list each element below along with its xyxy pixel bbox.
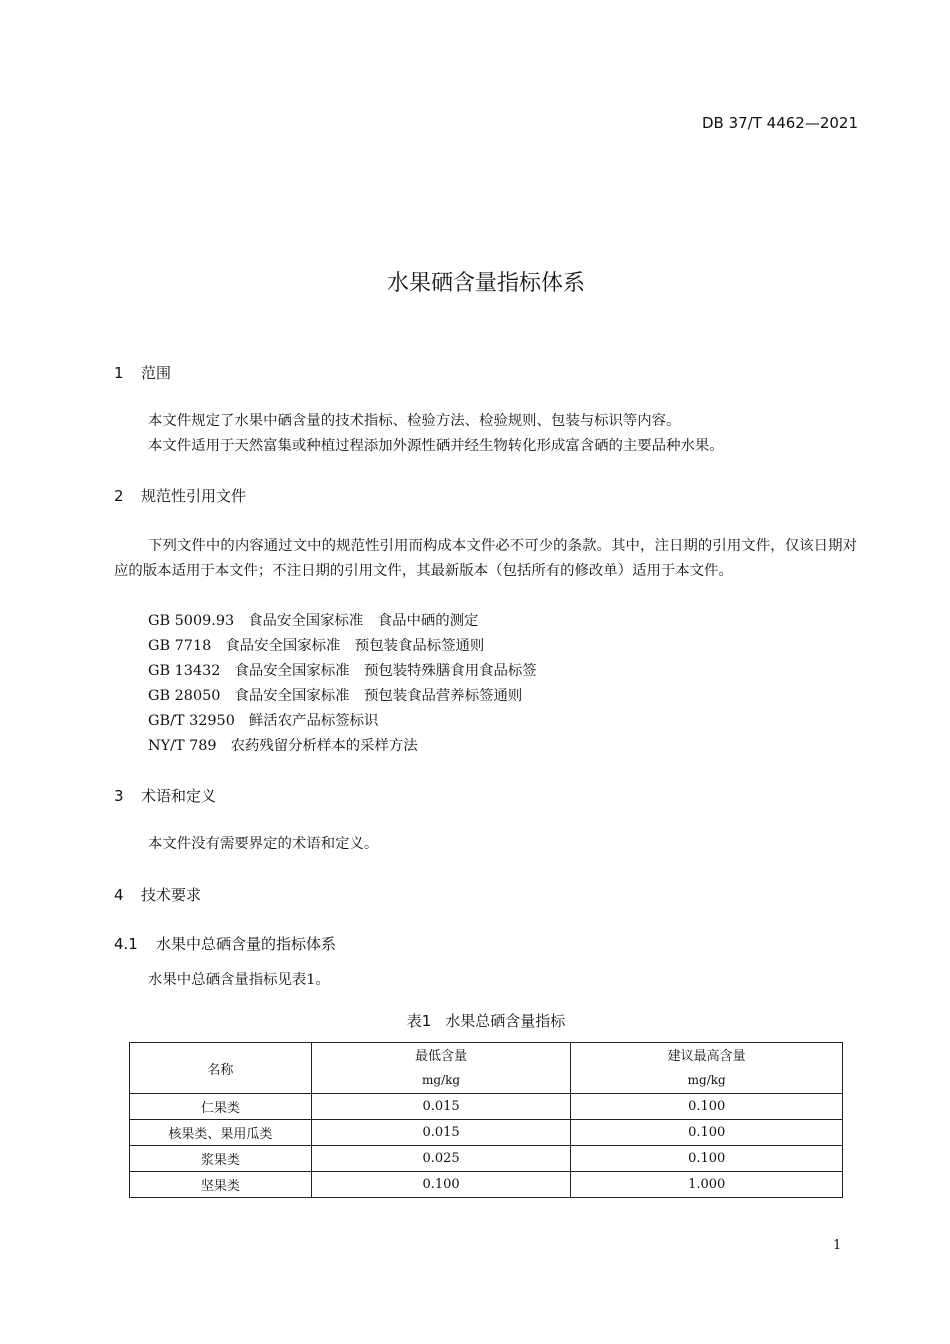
reference-name: 食品安全国家标准 预包装食品营养标签通则 (234, 688, 523, 704)
subsection-4-1-para: 水果中总硒含量指标见表1。 (148, 972, 330, 988)
header-name: 名称 (130, 1043, 312, 1094)
reference-code: GB 13432 (148, 663, 221, 679)
subsection-4-1-heading (114, 933, 336, 954)
cell-min-value: 0.100 (311, 1172, 571, 1198)
table-row (130, 1172, 843, 1198)
section-1-para-1: 本文件规定了水果中硒含量的技术指标、检验方法、检验规则、包装与标识等内容。 (148, 413, 681, 429)
page-number: 1 (833, 1238, 842, 1253)
reference-item (148, 734, 418, 755)
table-row (130, 1146, 843, 1172)
section-1-heading (114, 362, 171, 383)
section-title: 范围 (141, 364, 172, 382)
header-max-label: 建议最高含量 (667, 1049, 746, 1064)
section-3-heading (114, 785, 216, 806)
cell-fruit-category: 坚果类 (130, 1172, 312, 1198)
selenium-index-table (129, 1042, 843, 1198)
header-min-content (311, 1043, 571, 1094)
cell-max-value: 0.100 (571, 1120, 843, 1146)
table-caption-title: 水果总硒含量指标 (445, 1012, 566, 1030)
section-number: 4 (114, 886, 124, 904)
section-1-para-2: 本文件适用于天然富集或种植过程添加外源性硒并经生物转化形成富含硒的主要品种水果。 (148, 438, 724, 454)
table-row (130, 1094, 843, 1120)
reference-name: 食品安全国家标准 预包装特殊膳食用食品标签 (234, 663, 537, 679)
section-3-para: 本文件没有需要界定的术语和定义。 (148, 836, 379, 852)
reference-code: GB/T 32950 (148, 713, 235, 729)
header-max-content (571, 1043, 843, 1094)
table-row (130, 1120, 843, 1146)
cell-min-value: 0.015 (311, 1094, 571, 1120)
table-caption-number: 表1 (406, 1012, 432, 1030)
document-id: DB 37/T 4462—2021 (701, 114, 858, 132)
table-caption (0, 1010, 950, 1031)
section-number: 2 (114, 487, 124, 505)
section-4-heading (114, 884, 201, 905)
reference-name: 鲜活农产品标签标识 (248, 713, 379, 729)
reference-code: GB 5009.93 (148, 613, 235, 629)
table-header-row (130, 1043, 843, 1094)
cell-min-value: 0.015 (311, 1120, 571, 1146)
cell-max-value: 1.000 (571, 1172, 843, 1198)
reference-name: 食品安全国家标准 预包装食品标签通则 (225, 638, 485, 654)
section-2-heading (114, 485, 246, 506)
document-title: 水果硒含量指标体系 (386, 271, 585, 296)
section-number: 3 (114, 787, 124, 805)
reference-item (148, 659, 537, 680)
header-min-unit: mg/kg (422, 1073, 461, 1087)
cell-fruit-category: 仁果类 (130, 1094, 312, 1120)
subsection-title: 水果中总硒含量的指标体系 (156, 935, 337, 953)
reference-item (148, 684, 522, 705)
reference-code: GB 7718 (148, 638, 212, 654)
section-title: 术语和定义 (141, 787, 217, 805)
section-2-intro: 下列文件中的内容通过文中的规范性引用而构成本文件必不可少的条款。其中，注日期的引用文件，仅该日期对应的版本适用于本文件；不注日期的引用文件，其最新版本（包括所有的修改单）适用于本文件。 (114, 538, 857, 579)
section-number: 1 (114, 364, 124, 382)
cell-fruit-category: 核果类、果用瓜类 (130, 1120, 312, 1146)
section-title: 技术要求 (141, 886, 202, 904)
header-min-label: 最低含量 (415, 1049, 468, 1064)
cell-fruit-category: 浆果类 (130, 1146, 312, 1172)
header-max-unit: mg/kg (687, 1073, 726, 1087)
reference-code: NY/T 789 (148, 738, 217, 754)
cell-max-value: 0.100 (571, 1146, 843, 1172)
subsection-number: 4.1 (114, 935, 138, 953)
reference-name: 农药残留分析样本的采样方法 (230, 738, 418, 754)
reference-item (148, 709, 378, 730)
reference-item (148, 609, 478, 630)
reference-item (148, 634, 484, 655)
cell-max-value: 0.100 (571, 1094, 843, 1120)
section-title: 规范性引用文件 (141, 487, 247, 505)
reference-code: GB 28050 (148, 688, 221, 704)
reference-name: 食品安全国家标准 食品中硒的测定 (248, 613, 479, 629)
cell-min-value: 0.025 (311, 1146, 571, 1172)
